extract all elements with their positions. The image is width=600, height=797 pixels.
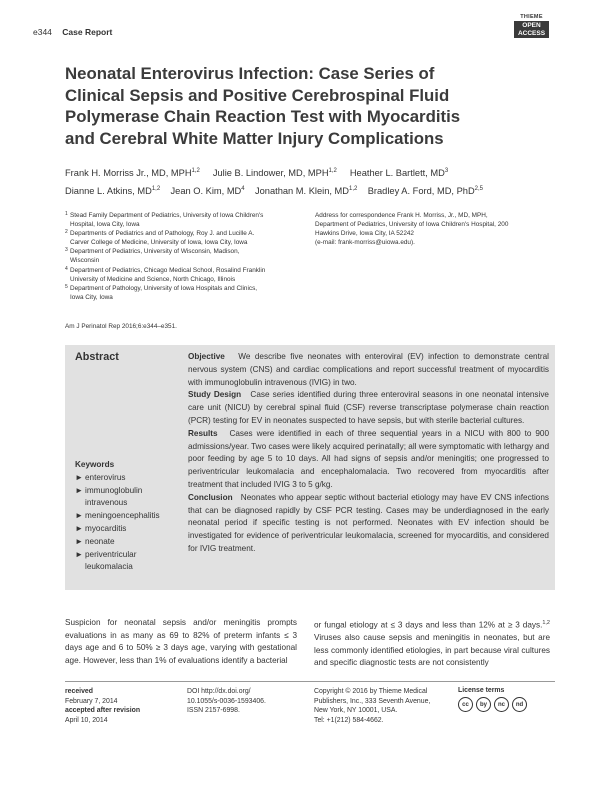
cc-nc-icon: nc: [494, 697, 509, 712]
abstract-section-text: Neonates who appear septic without bacterial etiology may have EV CNS infections that can be diagnosed rapidly by CSF PCR testing. Cases may be underdiagnosed in the early neonatal period if specific testing is not performed. Neonates with EV infection should be investigated for evidence of periventricular leukomalacia, screened for myocarditis, and considered for IVIG treatment.: [188, 492, 549, 553]
body-text-left-column: Suspicion for neonatal sepsis and/or meningitis prompts evaluations in as many as 69 to 82% of preterm infants ≤ 3 days age and 6 to 50% ≥ 3 days age, varying with gestational age. However, less than 1% of evaluations identify a bacterial: [65, 618, 297, 665]
body-text-fragment: Viruses also cause sepsis and meningitis in neonates, but are less commonly identified etiologies, in part because viral cultures and specific diagnostic tests are not consistently: [314, 633, 550, 668]
keyword-label: periventricular leukomalacia: [85, 549, 137, 572]
journal-citation: Am J Perinatol Rep 2016;6:e344–e351.: [65, 323, 177, 330]
correspondence-line: Hawkins Drive, Iowa City, IA 52242: [315, 230, 414, 238]
author-name: Bradley A. Ford, MD, PhD: [367, 186, 475, 197]
body-text-fragment: or fungal etiology at ≤ 3 days and less than 12% at ≥ 3 days.: [314, 620, 543, 630]
author-name: Jonathan M. Klein, MD: [254, 186, 350, 197]
affiliation-line: Iowa City, Iowa: [70, 293, 113, 301]
keywords-heading: Keywords: [75, 460, 115, 469]
received-dates: [65, 687, 175, 725]
author-affiliation-mark: 3: [444, 168, 449, 174]
abstract-section-label: Study Design: [188, 390, 242, 400]
cc-by-icon: by: [476, 697, 491, 712]
keyword-item: [75, 523, 185, 536]
affiliation-list: [65, 211, 315, 302]
correspondence-address: [315, 211, 555, 247]
copyright-line: Tel: +1(212) 584-4662.: [314, 716, 384, 724]
affiliation-number: 3: [65, 247, 68, 254]
keyword-item: [75, 485, 185, 511]
title-line: Neonatal Enterovirus Infection: Case Series of: [65, 64, 435, 83]
abstract-section: [188, 428, 549, 492]
abstract-section-text: Cases were identified in each of three sequential years in a NICU with 800 to 900 admissions/year. Two cases were likely acquired perinatally; all were symptomatic with lethargy and poor feeding by age 5 to 10 days. All had signs of sepsis and/or meningitis; one progressed to periventricular leukomalacia and encephalomalacia. Two recovered from myocarditis after treatment that included IVIG 3 to 5 g/kg.: [188, 428, 550, 489]
author-affiliation-mark: 1,2: [191, 168, 200, 174]
abstract-section-text: We describe five neonates with enteroviral (EV) infection to demonstrate central nervous system (CNS) and cardiac complications and report successful treatment of myocarditis with immunoglobulin intravenous (IVIG) in two.: [188, 352, 549, 387]
article-title: [65, 63, 535, 149]
doi-link[interactable]: DOI http://dx.doi.org/: [187, 688, 251, 695]
cc-nd-icon: nd: [512, 697, 527, 712]
keyword-arrow-icon: ►: [75, 549, 84, 559]
author-affiliation-mark: 2,5: [474, 186, 483, 193]
keyword-label: meningoencephalitis: [85, 511, 160, 521]
affiliation-line: Carver College of Medicine, University of Iowa, Iowa City, Iowa: [70, 239, 248, 247]
affiliation-line: Hospital, Iowa City, Iowa: [70, 221, 140, 229]
keyword-item: [75, 510, 185, 523]
keyword-arrow-icon: ►: [75, 485, 84, 495]
abstract-section-text: Case series identified during three enteroviral seasons in one neonatal intensive care unit (NICU) by cerebral spinal fluid (CSF) reverse transcriptase polymerase chain reaction (PCR) testing for EV in neonates suspected to have sepsis, but with sterile bacterial cultures.: [188, 390, 549, 425]
affiliation-number: 5: [65, 283, 68, 290]
reference-mark: 1,2: [542, 620, 550, 626]
keyword-item: [75, 536, 185, 549]
affiliation-line: Departments of Pediatrics and of Pathology, Roy J. and Lucille A.: [70, 230, 255, 238]
accepted-label: accepted after revision: [65, 707, 141, 714]
keyword-label: enterovirus: [85, 472, 126, 482]
abstract-body: [188, 351, 549, 556]
abstract-section-label: Objective: [188, 352, 225, 361]
body-text-right-column: [314, 617, 550, 670]
affiliation-line: University of Medicine and Science, North Chicago, Illinois: [70, 275, 236, 283]
affiliation-line: Wisconsin: [70, 257, 100, 265]
received-date: February 7, 2014: [65, 697, 118, 705]
keywords-list: [75, 459, 185, 574]
creative-commons-icons[interactable]: [458, 697, 558, 712]
affiliation-number: 1: [65, 211, 68, 217]
copyright-notice: [314, 687, 444, 725]
abstract-section-label: Results: [188, 428, 218, 438]
abstract-section: [188, 492, 549, 556]
doi-info: [187, 687, 302, 716]
author-name: Dianne L. Atkins, MD: [65, 186, 152, 197]
copyright-line: Copyright © 2016 by Thieme Medical: [314, 688, 428, 695]
affiliation-line: Department of Pediatrics, University of Wisconsin, Madison,: [70, 248, 240, 256]
affiliation-item: [65, 229, 315, 247]
author-list: [65, 163, 545, 199]
affiliation-line: Department of Pathology, University of Iowa Hospitals and Clinics,: [70, 284, 258, 292]
abstract-section: [188, 351, 549, 389]
logo-publisher: THIEME: [520, 14, 543, 20]
affiliation-item: [65, 211, 315, 229]
keyword-arrow-icon: ►: [75, 472, 84, 482]
copyright-line: New York, NY 10001, USA.: [314, 707, 398, 714]
section-label: Case Report: [62, 27, 113, 37]
author-affiliation-mark: 1,2: [349, 186, 358, 193]
cc-icon: cc: [458, 697, 473, 712]
abstract-section: [188, 389, 549, 427]
keyword-item: [75, 472, 185, 485]
affiliation-number: 4: [65, 265, 68, 272]
running-header: [33, 27, 112, 37]
author-affiliation-mark: 1,2: [151, 186, 161, 193]
keyword-arrow-icon: ►: [75, 511, 84, 521]
correspondence-line: Address for correspondence Frank H. Morriss, Jr., MD, MPH,: [315, 212, 488, 219]
author-affiliation-mark: 1,2: [328, 168, 337, 174]
thieme-open-access-logo: [514, 14, 549, 38]
accepted-date: April 10, 2014: [65, 716, 108, 724]
affiliation-line: Department of Pediatrics, Chicago Medical School, Rosalind Franklin: [70, 266, 266, 274]
author-name: Frank H. Morriss Jr., MD, MPH: [65, 168, 192, 179]
abstract-section-label: Conclusion: [188, 492, 233, 502]
footer-divider: [65, 681, 555, 682]
affiliation-line: Stead Family Department of Pediatrics, University of Iowa Children's: [70, 212, 264, 219]
issn-line: ISSN 2157-6998.: [187, 707, 240, 714]
affiliation-item: [65, 266, 315, 284]
keyword-label: neonate: [85, 536, 115, 546]
keyword-item: [75, 549, 185, 575]
copyright-line: Publishers, Inc., 333 Seventh Avenue,: [314, 697, 431, 705]
affiliation-number: 2: [65, 229, 68, 236]
author-name: Jean O. Kim, MD: [170, 186, 242, 197]
keyword-label: immunoglobulin intravenous: [85, 485, 143, 508]
keyword-label: myocarditis: [85, 523, 127, 533]
affiliation-item: [65, 284, 315, 302]
affiliation-item: [65, 247, 315, 265]
license-terms: [458, 687, 558, 712]
page-number: e344: [33, 27, 52, 37]
author-affiliation-mark: 4: [241, 186, 245, 193]
received-label: received: [65, 688, 93, 695]
author-name: Julie B. Lindower, MD, MPH: [212, 168, 329, 179]
correspondence-email-line[interactable]: (e-mail: frank-morriss@uiowa.edu).: [315, 239, 415, 247]
title-line: and Cerebral White Matter Injury Complications: [65, 128, 444, 148]
doi-line: 10.1055/s-0036-1593406.: [187, 697, 266, 705]
author-name: Heather L. Bartlett, MD: [349, 168, 445, 179]
license-title: License terms: [458, 687, 505, 694]
abstract-heading: Abstract: [75, 351, 119, 363]
title-line: Clinical Sepsis and Positive Cerebrospinal Fluid: [65, 85, 450, 105]
logo-line-access: ACCESS: [517, 29, 546, 37]
keyword-arrow-icon: ►: [75, 523, 84, 533]
keyword-arrow-icon: ►: [75, 536, 84, 546]
correspondence-line: Department of Pediatrics, University of Iowa Children's Hospital, 200: [315, 221, 509, 229]
logo-line-open: OPEN: [522, 22, 541, 29]
title-line: Polymerase Chain Reaction Test with Myocarditis: [65, 107, 461, 126]
